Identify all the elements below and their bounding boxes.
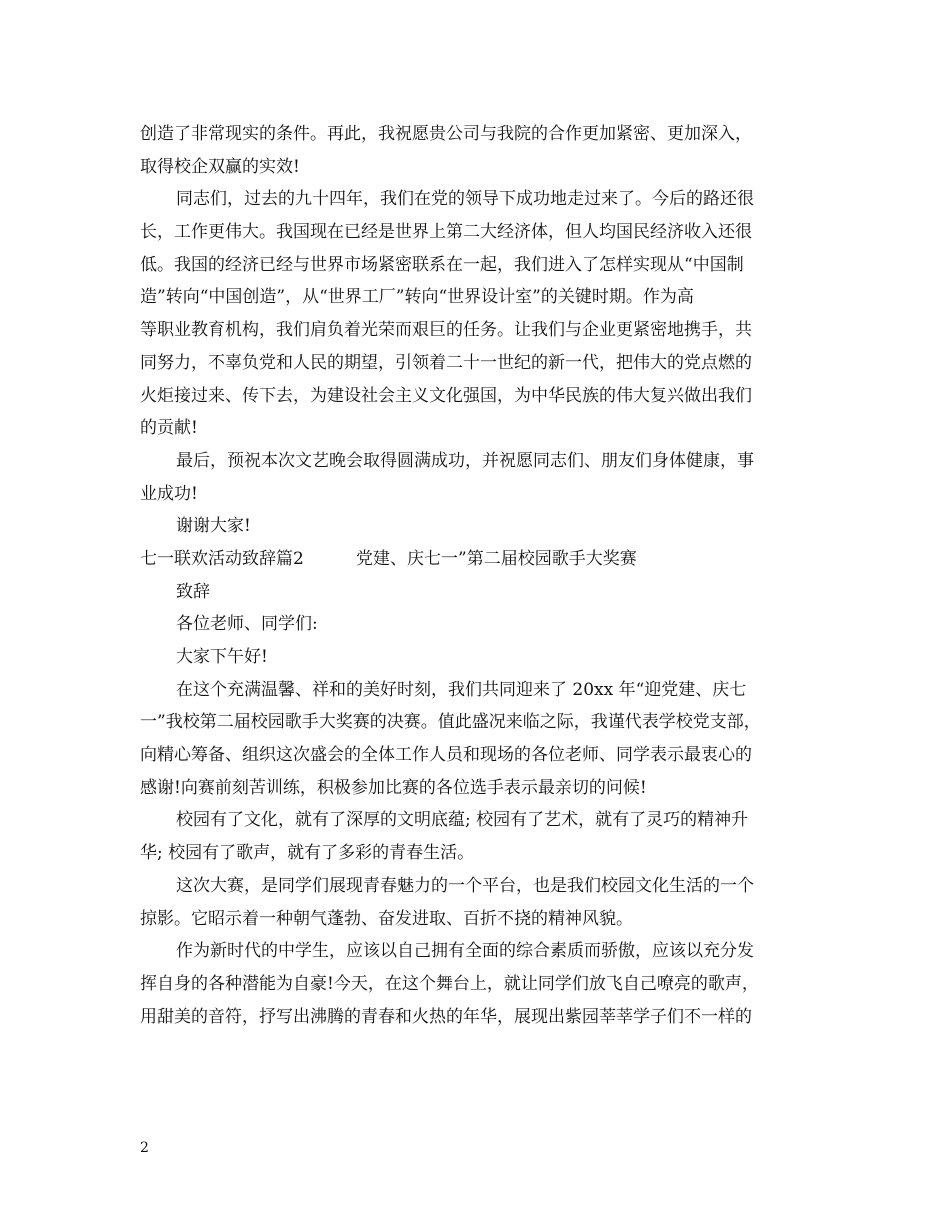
paragraph-line: 掠影。它昭示着一种朝气蓬勃、奋发进取、百折不挠的精神风貌。 [140,908,633,929]
section-heading [140,543,820,576]
section-heading-title: 七一联欢活动致辞篇2 [140,548,304,569]
paragraph-line: 一”我校第二届校园歌手大奖赛的决赛。值此盛况来临之际，我谨代表学校党支部， [140,712,761,733]
paragraph-line: 业成功! [140,483,198,504]
page-number: 2 [140,1140,149,1156]
paragraph-line: 同努力，不辜负党和人民的期望，引领着二十一世纪的新一代，把伟大的党点燃的 [140,352,752,373]
paragraph-line: 等职业教育机构，我们肩负着光荣而艰巨的任务。让我们与企业更紧密地携手，共 [140,320,752,341]
paragraph-line: 火炬接过来、传下去，为建设社会主义文化强国，为中华民族的伟大复兴做出我们 [140,385,752,406]
paragraph-line: 在这个充满温馨、祥和的美好时刻，我们共同迎来了 20xx 年“迎党建、庆七 [176,679,747,700]
paragraph-line: 造”转向“中国创造”，从“世界工厂”转向“世界设计室”的关键时期。作为高 [140,287,694,308]
paragraph-line: 最后，预祝本次文艺晚会取得圆满成功，并祝愿同志们、朋友们身体健康，事 [176,450,754,471]
paragraph-line: 这次大赛，是同学们展现青春魅力的一个平台，也是我们校园文化生活的一个 [176,875,754,896]
paragraph-line: 谢谢大家! [176,516,251,537]
paragraph-line: 取得校企双赢的实效! [140,156,300,177]
paragraph-line: 的贡献! [140,418,198,439]
paragraph-line: 致辞 [176,581,210,602]
paragraph-line: 各位老师、同学们: [176,614,318,635]
paragraph-line: 同志们，过去的九十四年，我们在党的领导下成功地走过来了。今后的路还很 [176,189,754,210]
paragraph-line: 长，工作更伟大。我国现在已经是世界上第二大经济体，但人均国民经济收入还很 [140,222,752,243]
paragraph-line: 向精心筹备、组织这次盛会的全体工作人员和现场的各位老师、同学表示最衷心的 [140,745,752,766]
paragraph-line: 感谢!向赛前刻苦训练，积极参加比赛的各位选手表示最亲切的问候! [140,777,647,798]
paragraph-line: 低。我国的经济已经与世界市场紧密联系在一起，我们进入了怎样实现从“中国制 [140,254,744,275]
section-heading-subtitle: 党建、庆七一”第二届校园歌手大奖赛 [356,548,637,569]
paragraph-line: 校园有了文化，就有了深厚的文明底蕴; 校园有了艺术，就有了灵巧的精神升 [176,810,749,831]
paragraph-line: 用甜美的音符，抒写出沸腾的青春和火热的年华，展现出紫园莘莘学子们不一样的 [140,1006,752,1027]
paragraph-line: 作为新时代的中学生，应该以自己拥有全面的综合素质而骄傲，应该以充分发 [176,941,754,962]
paragraph-line: 创造了非常现实的条件。再此，我祝愿贵公司与我院的合作更加紧密、更加深入， [140,124,752,144]
paragraph-line: 挥自身的各种潜能为自豪!今天，在这个舞台上，就让同学们放飞自己嘹亮的歌声， [140,973,759,994]
paragraph-line: 华; 校园有了歌声，就有了多彩的青春生活。 [140,843,475,864]
document-body [140,118,820,1033]
paragraph-line: 大家下午好! [176,647,268,667]
